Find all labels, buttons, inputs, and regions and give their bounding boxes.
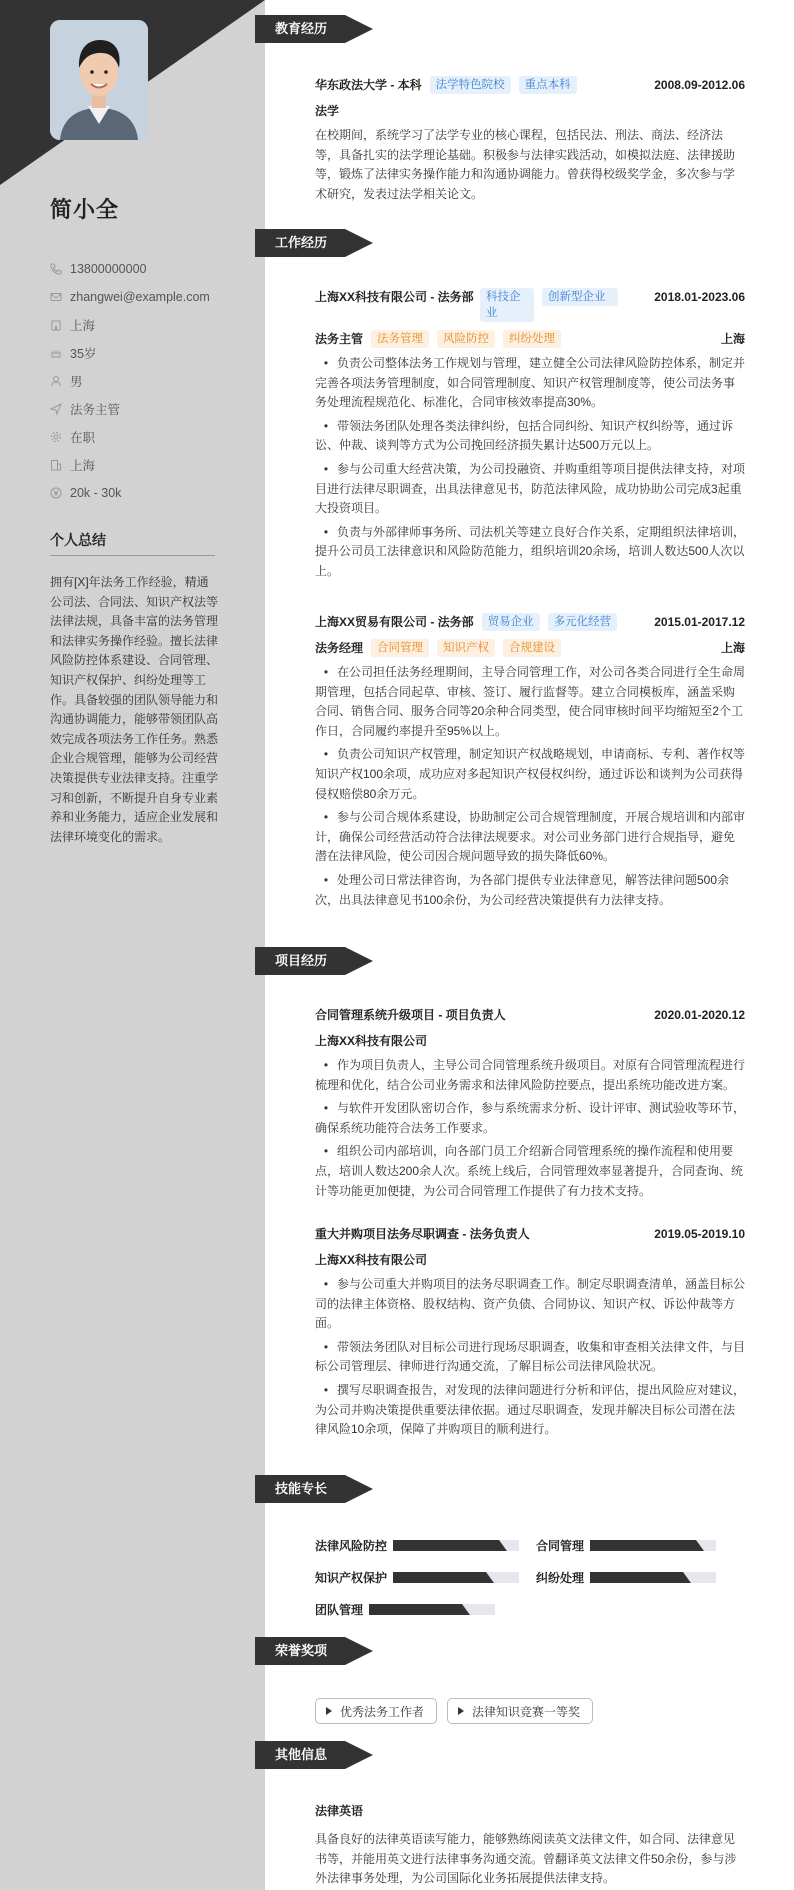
work-company: 上海XX科技有限公司 - 法务部 [315, 290, 474, 304]
project-title: 重大并购项目法务尽职调查 - 法务负责人 [315, 1227, 530, 1241]
skill-name: 法律风险防控 [315, 1539, 388, 1553]
info-salary-text: 20k - 30k [70, 486, 122, 500]
info-position [50, 395, 250, 423]
project-bullet: • 参与公司重大并购项目的法务尽职调查工作。制定尽职调查清单，涵盖目标公司的法律主体资格、股权结构、资产负债、合同协议、知识产权、诉讼仲裁等方面。 [315, 1277, 746, 1331]
info-status-text: 在职 [70, 431, 96, 445]
education-tag: 重点本科 [519, 76, 577, 94]
education-tag: 法学特色院校 [430, 76, 511, 94]
project-title: 合同管理系统升级项目 - 项目负责人 [315, 1008, 506, 1022]
triangle-icon [458, 1707, 464, 1715]
info-email-text: zhangwei@example.com [70, 290, 210, 304]
section-header-projects [255, 947, 345, 975]
city-icon [50, 459, 62, 471]
info-status [50, 423, 250, 451]
role-tag: 纠纷处理 [503, 330, 561, 348]
work-bullet: • 参与公司合规体系建设，协助制定公司合规管理制度，开展合规培训和内部审计，确保公司经营活动符合法律法规要求。对公司业务部门进行合规指导，避免潜在法律风险，使公司因合规问题导致的损失降低60%。 [315, 810, 746, 864]
role-tag: 合同管理 [371, 639, 429, 657]
location-icon [50, 319, 62, 331]
work-company: 上海XX贸易有限公司 - 法务部 [315, 615, 474, 629]
role-tag: 知识产权 [437, 639, 495, 657]
section-title: 工作经历 [255, 229, 345, 257]
section-title: 项目经历 [255, 947, 345, 975]
profile-name: 简小全 [50, 197, 120, 222]
sidebar [0, 0, 265, 1890]
other-entry [315, 1802, 745, 1889]
section-header-skills [255, 1475, 345, 1503]
status-icon [50, 431, 62, 443]
info-city [50, 451, 250, 479]
skill-name: 纠纷处理 [536, 1571, 585, 1585]
project-company: 上海XX科技有限公司 [315, 1253, 428, 1267]
skill-bar [393, 1572, 519, 1583]
skill-fill [369, 1604, 462, 1615]
work-date: 2018.01-2023.06 [654, 290, 745, 304]
mail-icon [50, 291, 62, 303]
role-tag: 合规建设 [503, 639, 561, 657]
info-city-text: 上海 [70, 459, 96, 473]
work-entry [315, 613, 745, 914]
info-phone [50, 255, 250, 283]
work-bullet: • 负责与外部律师事务所、司法机关等建立良好合作关系，定期组织法律培训，提升公司员工法律意识和风险防范能力，组织培训20余场，培训人数达500人次以上。 [315, 524, 746, 578]
work-tag: 科技企业 [480, 288, 534, 322]
skill-item [536, 1537, 716, 1554]
gender-icon [50, 375, 62, 387]
skill-bar [393, 1540, 519, 1551]
triangle-icon [326, 1707, 332, 1715]
project-entry [315, 1225, 745, 1444]
project-bullet: • 与软件开发团队密切合作，参与系统需求分析、设计评审、测试验收等环节，确保系统功能符合法务工作要求。 [315, 1101, 746, 1135]
education-date: 2008.09-2012.06 [654, 78, 745, 92]
skill-fill [590, 1572, 683, 1583]
section-title: 其他信息 [255, 1741, 345, 1769]
skill-name: 团队管理 [315, 1603, 364, 1617]
project-date: 2020.01-2020.12 [654, 1008, 745, 1022]
education-description: 在校期间，系统学习了法学专业的核心课程，包括民法、刑法、商法、经济法等，具备扎实的法学理论基础。积极参与法律实践活动，如模拟法庭、法律援助等，锻炼了法律实务操作能力和沟通协调能力。曾获得校级奖学金，多次参与学术研究，发表过法学相关论文。 [315, 128, 736, 201]
skill-name: 知识产权保护 [315, 1571, 388, 1585]
work-tag: 贸易企业 [482, 613, 540, 631]
education-major: 法学 [315, 104, 340, 118]
work-tag: 多元化经营 [548, 613, 618, 631]
work-role: 法务主管 [315, 332, 364, 346]
project-bullet: • 作为项目负责人，主导公司合同管理系统升级项目。对原有合同管理流程进行梳理和优化，结合公司业务需求和法律风险防控要点，提出系统功能改进方案。 [315, 1058, 746, 1092]
other-title: 法律英语 [315, 1804, 364, 1818]
award-badge: 优秀法务工作者 [315, 1698, 437, 1724]
other-description: 具备良好的法律英语读写能力，能够熟练阅读英文法律文件，如合同、法律意见书等，并能用英文进行法律事务沟通交流。曾翻译英文法律文件50余份，参与涉外法律事务处理，为公司国际化业务拓展提供法律支持。 [315, 1832, 737, 1886]
info-gender-text: 男 [70, 375, 83, 389]
skill-item [315, 1601, 495, 1618]
work-bullet: • 带领法务团队处理各类法律纠纷，包括合同纠纷、知识产权纠纷等，通过诉讼、仲裁、谈判等方式为公司挽回经济损失累计达500万元以上。 [315, 418, 734, 453]
section-header-other [255, 1741, 345, 1769]
info-position-text: 法务主管 [70, 403, 121, 417]
skill-name: 合同管理 [536, 1539, 585, 1553]
award-badge: 法律知识竞赛一等奖 [447, 1698, 593, 1724]
salary-icon [50, 487, 62, 499]
skill-bar [590, 1572, 716, 1583]
section-header-work [255, 229, 345, 257]
age-icon [50, 347, 62, 359]
project-bullet: • 组织公司内部培训，向各部门员工介绍新合同管理系统的操作流程和使用要点，培训人数达200余人次。系统上线后，合同管理效率显著提升，合同查询、统计等功能更加便捷，为公司合同管理工作提供了有力技术支持。 [315, 1144, 744, 1198]
skill-item [315, 1537, 519, 1554]
info-email [50, 283, 250, 311]
avatar [50, 20, 148, 140]
section-header-education [255, 15, 345, 43]
work-entry [315, 288, 745, 586]
skill-bar [369, 1604, 495, 1615]
role-tag: 法务管理 [371, 330, 429, 348]
phone-icon [50, 263, 62, 275]
skill-fill [590, 1540, 696, 1551]
project-bullet: • 带领法务团队对目标公司进行现场尽职调查，收集和审查相关法律文件，与目标公司管理层、律师进行沟通交流，了解目标公司法律风险状况。 [315, 1339, 746, 1374]
work-date: 2015.01-2017.12 [654, 615, 745, 629]
work-bullet: • 处理公司日常法律咨询，为各部门提供专业法律意见，解答法律问题500余次，出具法律意见书100余份，为公司经营决策提供有力法律支持。 [315, 872, 730, 907]
work-bullet: • 负责公司知识产权管理，制定知识产权战略规划，申请商标、专利、著作权等知识产权100余项，成功应对多起知识产权侵权纠纷，通过诉讼和谈判为公司获得侵权赔偿80余万元。 [315, 747, 746, 801]
section-title: 荣誉奖项 [255, 1637, 345, 1665]
info-salary [50, 479, 250, 507]
info-location-text: 上海 [70, 319, 96, 333]
work-bullet: • 负责公司整体法务工作规划与管理，建立健全公司法律风险防控体系，制定并完善各项法务管理制度，如合同管理制度、知识产权管理制度等，使公司法务事务处理流程规范化、标准化，合同审核效率提高30%。 [315, 356, 746, 410]
section-title: 教育经历 [255, 15, 345, 43]
skill-item [536, 1569, 716, 1586]
work-role: 法务经理 [315, 641, 364, 655]
skill-fill [393, 1572, 486, 1583]
info-location [50, 311, 250, 339]
project-company: 上海XX科技有限公司 [315, 1034, 428, 1048]
info-gender [50, 367, 250, 395]
summary-divider [50, 555, 215, 556]
summary-title: 个人总结 [50, 532, 106, 548]
section-title: 技能专长 [255, 1475, 345, 1503]
role-tag: 风险防控 [437, 330, 495, 348]
project-entry [315, 1006, 745, 1205]
work-bullet: • 在公司担任法务经理期间，主导合同管理工作，对公司各类合同进行全生命周期管理，包括合同起草、审核、签订、履行监督等。建立合同模板库，涵盖采购合同、销售合同、服务合同等20余种合同类型，使合同审核时间平均缩短至2个工作日，合同履约率提升至95%以上。 [315, 665, 746, 738]
position-icon [50, 403, 62, 415]
section-header-awards [255, 1637, 345, 1665]
work-tag: 创新型企业 [542, 288, 618, 306]
summary-text: 拥有[X]年法务工作经验，精通公司法、合同法、知识产权法等法律法规，具备丰富的法务管理和法律实务操作经验。擅长法律风险防控体系建设、合同管理、知识产权保护、纠纷处理等工作。具备较强的团队领导能力和沟通协调能力，能够带领团队高效完成各项法务工作任务。熟悉企业合规管理，能够为公司经营决策提供专业法律支持。注重学习和创新，不断提升自身专业素养和业务能力，适应企业发展和法律环境变化的需求。 [50, 575, 219, 844]
info-phone-text: 13800000000 [70, 262, 147, 276]
work-location: 上海 [720, 641, 745, 655]
skill-fill [393, 1540, 499, 1551]
work-location: 上海 [720, 332, 745, 346]
skill-item [315, 1569, 519, 1586]
skill-bar [590, 1540, 716, 1551]
info-age-text: 35岁 [70, 347, 97, 361]
project-bullet: • 撰写尽职调查报告，对发现的法律问题进行分析和评估，提出风险应对建议，为公司并购决策提供重要法律依据。通过尽职调查，发现并解决目标公司潜在法律风险10余项，保障了并购项目的顺利进行。 [315, 1382, 746, 1437]
work-bullet: • 参与公司重大经营决策，为公司投融资、并购重组等项目提供法律支持，对项目进行法律尽职调查，出具法律意见书，防范法律风险，成功协助公司完成3起重大投资项目。 [315, 461, 746, 516]
project-date: 2019.05-2019.10 [654, 1227, 745, 1241]
education-school: 华东政法大学 - 本科 [315, 78, 422, 92]
info-age [50, 339, 250, 367]
education-entry [315, 76, 745, 204]
contact-info-list [50, 255, 250, 507]
